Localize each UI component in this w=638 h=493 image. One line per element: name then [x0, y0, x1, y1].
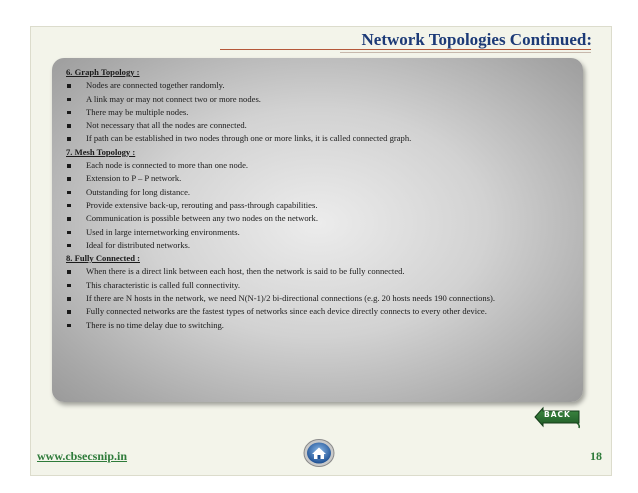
bullet-text: This characteristic is called full connectivity.: [86, 279, 241, 290]
list-item: [66, 119, 576, 132]
section-fully-connected: [66, 252, 576, 332]
bullet-list: [66, 265, 576, 331]
bullet-text: Not necessary that all the nodes are connected.: [86, 120, 247, 131]
bullet-square-icon: [67, 324, 71, 328]
page-number: 18: [590, 449, 602, 463]
bullet-square-icon: [67, 164, 71, 168]
bullet-square-icon: [67, 270, 71, 274]
home-button[interactable]: [302, 438, 336, 468]
back-button[interactable]: [533, 405, 583, 429]
bullet-square-icon: [67, 137, 71, 141]
content-body: [66, 66, 576, 332]
bullet-list: [66, 79, 576, 145]
bullet-square-icon: [67, 177, 71, 181]
list-item: [66, 226, 576, 239]
title-underline-secondary: [340, 52, 591, 53]
bullet-square-icon: [67, 284, 71, 288]
bullet-square-icon: [67, 124, 71, 128]
bullet-text: Each node is connected to more than one node.: [86, 160, 249, 171]
bullet-text: There may be multiple nodes.: [86, 106, 189, 117]
list-item: [66, 279, 576, 292]
bullet-text: There is no time delay due to switching.: [86, 319, 224, 330]
section-mesh-topology: [66, 146, 576, 252]
list-item: [66, 265, 576, 278]
bullet-text: If path can be established in two nodes through one or more links, it is called connected graph.: [86, 133, 412, 144]
slide-title: Network Topologies Continued:: [361, 30, 592, 49]
bullet-square-icon: [67, 191, 71, 195]
bullet-square-icon: [67, 98, 71, 102]
title-underline: [220, 49, 591, 50]
bullet-square-icon: [67, 310, 71, 314]
home-icon: [302, 438, 336, 468]
list-item: [66, 319, 576, 332]
footer-website-link[interactable]: www.cbsecsnip.in: [37, 449, 128, 463]
list-item: [66, 106, 576, 119]
list-item: [66, 172, 576, 185]
bullet-text: Communication is possible between any two nodes on the network.: [86, 213, 318, 224]
section-graph-topology: [66, 66, 576, 146]
back-label: BACK: [544, 410, 571, 419]
bullet-text: Nodes are connected together randomly.: [86, 80, 225, 91]
bullet-square-icon: [67, 204, 71, 208]
list-item: [66, 79, 576, 92]
list-item: [66, 93, 576, 106]
bullet-square-icon: [67, 217, 71, 221]
bullet-text: Outstanding for long distance.: [86, 186, 191, 197]
bullet-text: Extension to P – P network.: [86, 173, 182, 184]
bullet-list: [66, 159, 576, 252]
section-heading: 6. Graph Topology :: [66, 67, 140, 77]
bullet-text: Ideal for distributed networks.: [86, 239, 191, 250]
list-item: [66, 159, 576, 172]
bullet-square-icon: [67, 231, 71, 235]
bullet-text: Provide extensive back-up, rerouting and pass-through capabilities.: [86, 199, 318, 210]
list-item: [66, 212, 576, 225]
section-heading: 7. Mesh Topology :: [66, 146, 136, 157]
list-item: [66, 305, 576, 318]
section-heading: 8. Fully Connected :: [66, 253, 140, 264]
bullet-square-icon: [67, 111, 71, 115]
bullet-square-icon: [67, 297, 71, 301]
bullet-text: If there are N hosts in the network, we need N(N-1)/2 bi-directional connections (e.g. 20 hosts needs 190 connections).: [86, 293, 496, 304]
bullet-text: Used in large internetworking environments.: [86, 226, 240, 237]
list-item: [66, 199, 576, 212]
list-item: [66, 186, 576, 199]
bullet-square-icon: [67, 244, 71, 248]
bullet-text: When there is a direct link between each host, then the network is said to be fully connected.: [86, 266, 405, 277]
list-item: [66, 132, 576, 145]
bullet-square-icon: [67, 84, 71, 88]
list-item: [66, 292, 576, 305]
bullet-text: Fully connected networks are the fastest types of networks since each device directly connects to every other device.: [86, 306, 487, 317]
list-item: [66, 239, 576, 252]
bullet-text: A link may or may not connect two or more nodes.: [86, 93, 261, 104]
